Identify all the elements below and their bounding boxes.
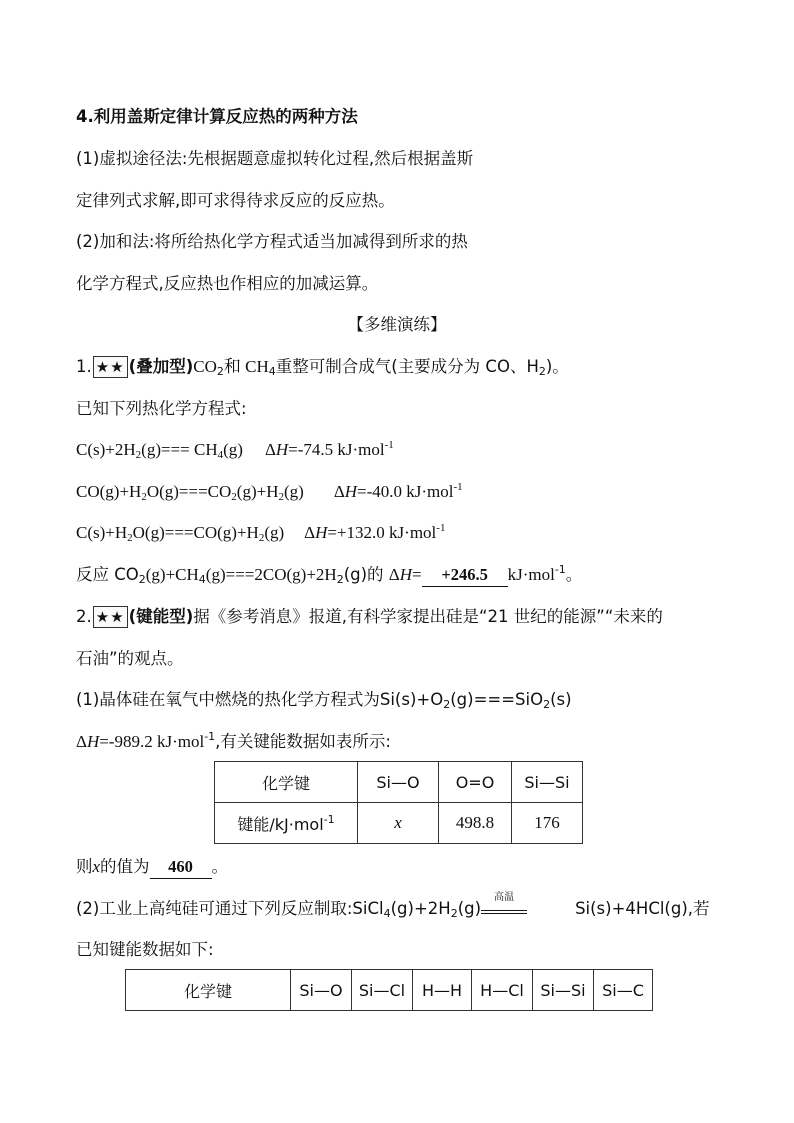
q2-x-ask: 则x的值为 460 。: [76, 856, 228, 879]
table-row: 键能/kJ·mol$^{-1}$ x 498.8 176: [215, 803, 583, 844]
q1-number: 1.: [76, 357, 92, 376]
q2-stem: 2. ★★ (键能型)据《参考消息》报道,有科学家提出硅是“21 世纪的能源”“未来的: [76, 607, 663, 626]
q2-type: (键能型): [128, 607, 194, 626]
answer-blank-2: 460: [150, 856, 212, 879]
q2-part2-2: 已知键能数据如下:: [76, 940, 214, 959]
bond-energy-table-1: [214, 761, 583, 844]
q2-part2: (2)工业上高纯硅可通过下列反应制取$:SiCl_4(g)+2H_2(g)$ 高温 Si(s)+4HCl(g),若: [76, 892, 710, 920]
q1-known: 已知下列热化学方程式:: [76, 399, 247, 418]
q2-part1: (1)晶体硅在氧气中燃烧的热化学方程式为$Si(s)+O_2(g)===SiO_2(s)$: [76, 690, 572, 711]
q2-part1-dh: ΔH=-989.2 kJ·mol$^{-1}$,有关键能数据如表所示:: [76, 730, 391, 751]
section-title: 4.利用盖斯定律计算反应热的两种方法: [76, 107, 358, 126]
q1-type: (叠加型): [128, 357, 194, 376]
table-row: 化学键 Si—O O=O Si—Si: [215, 762, 583, 803]
method1-line-2: 定律列式求解,即可求得待求反应的反应热。: [76, 191, 395, 210]
equation-2: $CO(g)+H_2O(g)===CO_2(g)+H_2(g)$ ΔH=-40.0 kJ·mol$^{-1}$: [76, 481, 463, 503]
method2-line-2: 化学方程式,反应热也作相应的加减运算。: [76, 274, 379, 293]
answer-blank-1: +246.5: [422, 564, 508, 587]
difficulty-stars: ★★: [93, 606, 128, 628]
equation-1: $C(s)+2H_2(g)=== CH_4(g)$ ΔH=-74.5 kJ·mol$^{-1}$: [76, 439, 394, 461]
q2-stem-2: 石油”的观点。: [76, 649, 184, 668]
reaction-arrow: 高温: [481, 902, 527, 914]
practice-header: 【多维演练】: [347, 315, 447, 334]
difficulty-stars: ★★: [93, 356, 128, 378]
q2-number: 2.: [76, 607, 92, 626]
table-row: 化学键 Si—O Si—Cl H—H H—Cl Si—Si Si—C: [126, 970, 653, 1011]
method1-line-1: (1)虚拟途径法:先根据题意虚拟转化过程,然后根据盖斯: [76, 149, 474, 168]
method2-line-1: (2)加和法:将所给热化学方程式适当加减得到所求的热: [76, 232, 468, 251]
bond-energy-table-2: [125, 969, 653, 1011]
equation-3: $C(s)+H_2O(g)===CO(g)+H_2(g)$ ΔH=+132.0 kJ·mol$^{-1}$: [76, 522, 446, 544]
q1-stem: 1. ★★ (叠加型)$CO_2$和 $CH_4$重整可制合成气(主要成分为 CO、$H_2$)。: [76, 357, 569, 378]
q1-ask: 反应 $CO_2(g)+CH_4(g)===2CO(g)+2H_2(g)$的 ΔH= +246.5 kJ·mol$^{-1}$。: [76, 563, 583, 586]
